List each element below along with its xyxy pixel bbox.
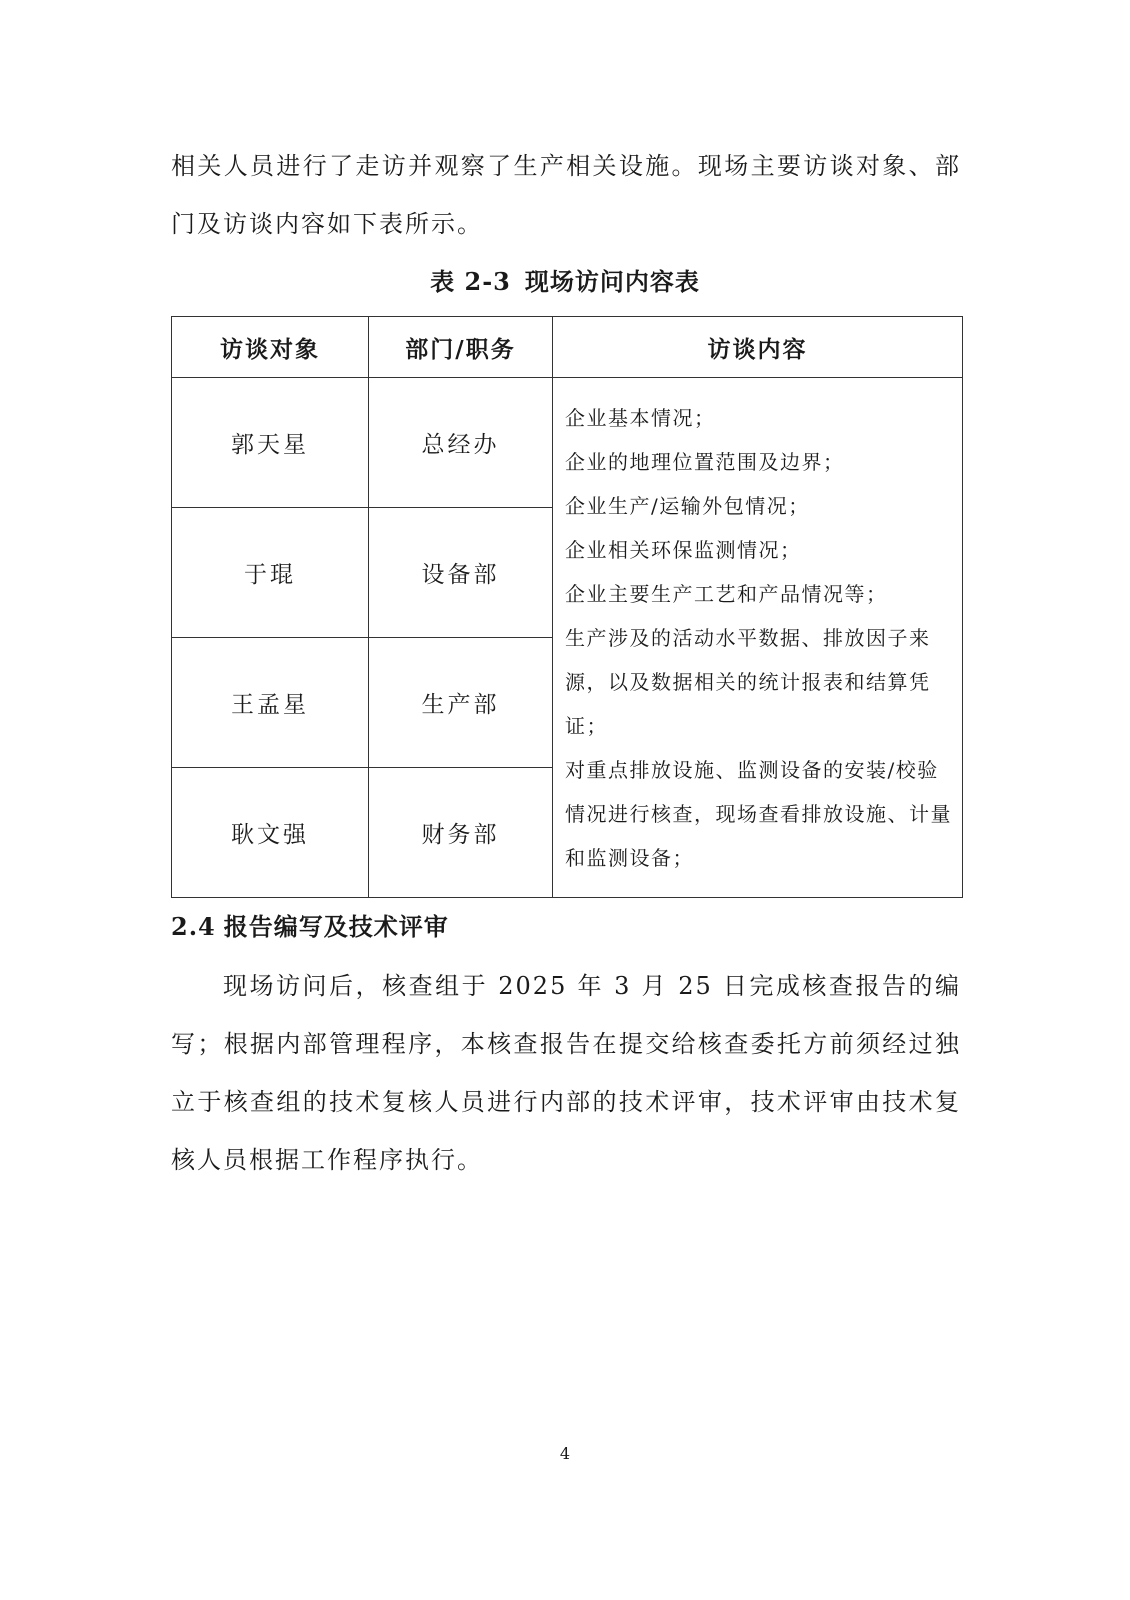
section-title: 报告编写及技术评审: [223, 912, 449, 941]
interview-content-cell: [553, 378, 963, 898]
table-caption-number: 表 2-3: [430, 267, 511, 296]
interviewee-cell: 耿文强: [172, 768, 369, 898]
department-cell: 设备部: [369, 508, 553, 638]
section-number: 2.4: [171, 912, 216, 941]
page-number: 4: [559, 1444, 571, 1463]
content-item: 企业主要生产工艺和产品情况等；: [565, 581, 888, 606]
department-cell: 财务部: [369, 768, 553, 898]
intro-paragraph: 相关人员进行了走访并观察了生产相关设施。现场主要访谈对象、部门及访谈内容如下表所示。: [171, 152, 961, 238]
section-paragraph: 现场访问后，核查组于 2025 年 3 月 25 日完成核查报告的编写；根据内部管理程序，本核查报告在提交给核查委托方前须经过独立于核查组的技术复核人员进行内部的技术评审，技术评审由技术复核人员根据工作程序执行。: [171, 972, 961, 1174]
content-item: 企业的地理位置范围及边界；: [565, 449, 845, 474]
visit-content-table: [171, 316, 963, 898]
table-caption: [0, 262, 1130, 302]
header-content: 访谈内容: [553, 317, 963, 378]
department-cell: 生产部: [369, 638, 553, 768]
section-heading: [171, 907, 449, 947]
interviewee-cell: 郭天星: [172, 378, 369, 508]
content-item: 生产涉及的活动水平数据、排放因子来源，以及数据相关的统计报表和结算凭证；: [565, 625, 931, 738]
content-item: 企业生产/运输外包情况；: [565, 493, 810, 518]
table-caption-title: 现场访问内容表: [524, 267, 700, 296]
table-row: [172, 378, 963, 508]
interviewee-cell: 王孟星: [172, 638, 369, 768]
content-item: 企业相关环保监测情况；: [565, 537, 802, 562]
content-item: 企业基本情况；: [565, 405, 716, 430]
header-interviewee: 访谈对象: [172, 317, 369, 378]
department-cell: 总经办: [369, 378, 553, 508]
content-item: 对重点排放设施、监测设备的安装/校验情况进行核查，现场查看排放设施、计量和监测设备；: [565, 757, 952, 870]
header-department: 部门/职务: [369, 317, 553, 378]
table-header-row: [172, 317, 963, 378]
interviewee-cell: 于琨: [172, 508, 369, 638]
